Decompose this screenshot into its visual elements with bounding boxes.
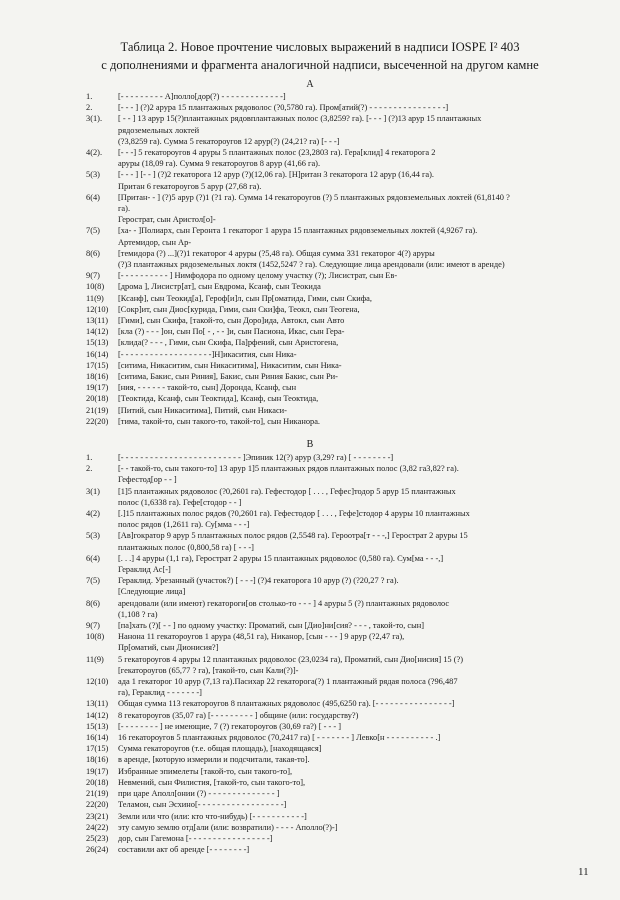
section-b-row <box>86 721 560 732</box>
text-line: га). <box>118 204 131 214</box>
section-a-row <box>86 136 560 147</box>
title-line-1: Таблица 2. Новое прочтение числовых выражений в надписи IOSPE I² 403 <box>120 40 520 54</box>
text-line: 16 гекатороугов 5 плантажных рядоволос (70,2417 га) [ - - - - - - - ] Левко[н - - - - - - - - - - .] <box>118 733 441 743</box>
line-number <box>86 214 118 225</box>
section-a-row <box>86 147 560 169</box>
line-number: 25(23) <box>86 833 109 843</box>
text-line: Нанона 11 гекатороугов 1 арура (48,51 га), Никанор, [сын - - - ] 9 арур (?2,47 га), <box>118 632 405 642</box>
text-line: (?)3 плантажных рядоземельных локтя (1452,5247 ? га). Следующие лица арендовали (или: имеют в аренде) <box>118 260 505 270</box>
title-line-2: с дополнениями и фрагмента аналогичной надписи, высеченной на другом камне <box>101 58 539 72</box>
line-number: 9(7) <box>86 271 100 281</box>
line-number: 11(9) <box>86 654 104 664</box>
line-text <box>118 463 560 485</box>
line-text <box>118 486 560 508</box>
section-a-row <box>86 225 560 247</box>
line-text <box>118 192 560 214</box>
line-number: 17(15) <box>86 360 109 370</box>
line-number: 19(17) <box>86 383 109 393</box>
line-text <box>118 136 560 147</box>
line-text <box>118 799 560 810</box>
line-text <box>118 371 560 382</box>
text-line: Гераклид. Урезанный (участок?) [ - - -] (?)4 гекаторога 10 арур (?) (?20,27 ? га). <box>118 576 399 586</box>
section-a-row <box>86 349 560 360</box>
line-number: 24(22) <box>86 822 109 832</box>
text-line: полос рядов (1,2611 га). Су[мма - - -] <box>118 520 250 530</box>
section-a-row <box>86 304 560 315</box>
text-line: [- - - ] (?)2 арура 15 плантажных рядоволос (?0,5780 га). Пром[атий(?) - - - - - - - - - - - - - - - -] <box>118 103 449 113</box>
text-line: (1,108 ? га) <box>118 609 158 619</box>
line-number <box>86 136 118 147</box>
text-line: [ния, - - - - - - такой-то, сын] Доронда, Ксанф, сын <box>118 383 297 393</box>
line-number: 7(5) <box>86 226 100 236</box>
line-number: 7(5) <box>86 576 100 586</box>
section-a-row <box>86 91 560 102</box>
text-line: [кла (?) - - - ]он, сын По[ - , - - ]и, сын Пасиона, Икас, сын Гера- <box>118 327 345 337</box>
line-text <box>118 393 560 404</box>
section-b-row <box>86 654 560 676</box>
text-line: при царе Аполл[онии (?) - - - - - - - - - - - - - - ] <box>118 789 280 799</box>
line-text <box>118 654 560 676</box>
text-line: [ - - ] 13 арур 15(?)плантажных рядовплантажных полос (3,8259? га). [- - - ] (?)13 арур 15 плантажных <box>118 114 482 124</box>
line-text <box>118 811 560 822</box>
line-number: 3(1) <box>86 486 100 496</box>
line-text <box>118 698 560 709</box>
section-a-label: A <box>306 79 314 90</box>
text-line: 8 гекатороугов (35,07 га) [- - - - - - - - - ] общине (или: государству?) <box>118 710 359 720</box>
line-text <box>118 844 560 855</box>
text-line: Земли или что (или: кто что-нибудь) [- - - - - - - - - - -] <box>118 811 307 821</box>
line-number: 11(9) <box>86 293 104 303</box>
section-a-row <box>86 270 560 281</box>
text-line: [ха- - ]Полиарх, сын Геронта 1 гекаторог 1 арура 15 плантажных рядовземельных локтей (4,9267 га). <box>118 226 478 236</box>
line-number: 1. <box>86 453 93 462</box>
text-line: арендовали (или имеют) гекатороги[ов столько-то - - - ] 4 аруры 5 (?) плантажных рядоволос <box>118 598 450 608</box>
section-a-row <box>86 382 560 393</box>
line-number: 8(6) <box>86 248 100 258</box>
section-b-row <box>86 844 560 855</box>
text-line: [ситима, Бакис, сын Риния], Бакис, сын Риния Бакис, сын Ри- <box>118 372 338 382</box>
text-line: [гекатороугов (65,77 ? га), [такой-то, сын Кали(?)]- <box>118 665 299 675</box>
line-text <box>118 91 560 102</box>
line-text <box>118 598 560 620</box>
line-number: 12(10) <box>86 304 109 314</box>
section-a-row <box>86 113 560 135</box>
text-line: [Ав]гократор 9 арур 5 плантажных полос рядов (2,5548 га). Героотра[т - - -,] Герострат 2 аруры 15 <box>118 531 468 541</box>
section-b-table <box>86 452 560 855</box>
section-b-row <box>86 710 560 721</box>
section-b-row <box>86 452 560 463</box>
section-a-row <box>86 326 560 337</box>
line-number: 20(18) <box>86 777 109 787</box>
text-line: в аренде, [которую измерили и подсчитали, такая-то]. <box>118 755 310 765</box>
section-a-row <box>86 371 560 382</box>
text-line: [Теоктида, Ксанф, сын Теоктида], Ксанф, сын Теоктида, <box>118 394 319 404</box>
line-number: 13(11) <box>86 316 109 326</box>
line-number: 3(1). <box>86 114 103 124</box>
line-text <box>118 766 560 777</box>
text-line: [- - - - - - - - - - - - - - - - - - - - - - - - - ]Эпиник 12(?) арур (3,29? га) [ - - - - - - - -] <box>118 453 394 462</box>
section-a-row <box>86 315 560 326</box>
line-text <box>118 631 560 653</box>
line-number: 17(15) <box>86 744 109 754</box>
page-number: 11 <box>578 866 589 878</box>
text-line: [.]15 плантажных полос рядов (?0,2601 га). Гефестодор [ . . . , Гефе]стодор 4 аруры 10 плантажных <box>118 509 470 519</box>
line-text <box>118 732 560 743</box>
line-text <box>118 575 560 597</box>
line-text <box>118 833 560 844</box>
text-line: [- - - ] [- - ] (?)2 гекаторога 12 арур (?)(12,06 га). [Н]ритан 3 гекаторога 12 арур (16,44 га). <box>118 170 435 180</box>
text-line: Гефестод[ор - - ] <box>118 475 177 485</box>
line-text <box>118 416 560 427</box>
section-a-row <box>86 281 560 292</box>
text-line: [дрома ], Лисистр[ат], сын Евдрома, Ксанф, сын Теокида <box>118 282 321 292</box>
line-text <box>118 777 560 788</box>
line-text <box>118 270 560 281</box>
section-b-row <box>86 777 560 788</box>
line-number: 16(14) <box>86 733 109 743</box>
line-number: 22(20) <box>86 416 109 426</box>
line-number: 18(16) <box>86 372 109 382</box>
section-b-row <box>86 631 560 653</box>
text-line: [Питий, сын Никаситима], Питий, сын Никаси- <box>118 405 287 415</box>
line-number: 2. <box>86 103 93 113</box>
text-line: [темидора (?) ...](?)1 гекаторог 4 аруры (?5,48 га). Общая сумма 331 гекаторог 4(?) аруры <box>118 248 435 258</box>
line-text <box>118 530 560 552</box>
line-number: 21(19) <box>86 405 109 415</box>
section-b-row <box>86 463 560 485</box>
line-text <box>118 248 560 270</box>
text-line: Общая сумма 113 гекатороугов 8 плантажных рядоволос (495,6250 га). [- - - - - - - - - - - - - - - -] <box>118 699 455 709</box>
line-number: 5(3) <box>86 170 100 180</box>
line-number: 1. <box>86 92 93 101</box>
line-text <box>118 382 560 393</box>
section-b-row <box>86 743 560 754</box>
text-line: [. . .] 4 аруры (1,1 га), Герострат 2 аруры 15 плантажных рядоволос (0,580 га). Сум[ма - - -,] <box>118 553 444 563</box>
line-text <box>118 214 560 225</box>
line-number: 23(21) <box>86 811 109 821</box>
text-line: (?3,8259 га). Сумма 5 гекатороугов 12 арур(?) (24,21? га) [- - -] <box>118 136 340 146</box>
line-text <box>118 405 560 416</box>
section-b-row <box>86 598 560 620</box>
text-line: эту самую землю отд[али (или: возвратили) - - - - Аполло(?)-] <box>118 822 338 832</box>
line-number: 21(19) <box>86 789 109 799</box>
line-number: 22(20) <box>86 800 109 810</box>
text-line: аруры (18,09 га). Сумма 9 гекатороугов 8 арур (41,66 га). <box>118 159 321 169</box>
line-number: 15(13) <box>86 338 109 348</box>
text-line: Теламон, сын Эсхино[- - - - - - - - - - - - - - - - - -] <box>118 800 287 810</box>
section-b-row <box>86 822 560 833</box>
text-line: [- - - - - - - - - А]полло[дор(?) - - - - - - - - - - - - -] <box>118 92 286 101</box>
line-text <box>118 553 560 575</box>
section-b-row <box>86 620 560 631</box>
line-number: 14(12) <box>86 710 109 720</box>
section-b-label: B <box>306 439 314 450</box>
text-line: [Сокр]ит, сын Диос[курида, Гими, сын Ски]фа, Теокл, сын Теогена, <box>118 304 360 314</box>
section-a-row <box>86 393 560 404</box>
line-text <box>118 169 560 191</box>
line-text <box>118 452 560 463</box>
section-b-row <box>86 732 560 743</box>
section-b-row <box>86 553 560 575</box>
text-line: Притан 6 гекатороугов 5 арур (27,68 га). <box>118 181 262 191</box>
line-text <box>118 349 560 360</box>
line-number: 6(4) <box>86 192 100 202</box>
line-number: 9(7) <box>86 621 100 631</box>
line-text <box>118 620 560 631</box>
text-line: [Гими], сын Скифа, [такой-то, сын Доро]ида, Автокл, сын Авто <box>118 316 345 326</box>
section-a-row <box>86 248 560 270</box>
line-number: 4(2). <box>86 148 103 158</box>
line-text <box>118 293 560 304</box>
text-line: [- - - - - - - - - - - - - - - - - - -]Н]икасития, сын Ника- <box>118 349 297 359</box>
line-text <box>118 508 560 530</box>
line-number: 4(2) <box>86 509 100 519</box>
line-text <box>118 326 560 337</box>
line-number: 2. <box>86 464 93 474</box>
text-line: составили акт об аренде [- - - - - - - -] <box>118 845 250 855</box>
line-text <box>118 721 560 732</box>
line-number: 18(16) <box>86 755 109 765</box>
section-a-row <box>86 102 560 113</box>
line-text <box>118 281 560 292</box>
line-number: 5(3) <box>86 531 100 541</box>
text-line: Пр[оматий, сын Дионисия?] <box>118 643 219 653</box>
table-title <box>70 38 570 74</box>
line-text <box>118 102 560 113</box>
section-a-row <box>86 293 560 304</box>
section-b-row <box>86 788 560 799</box>
line-number: 12(10) <box>86 677 109 687</box>
line-number: 8(6) <box>86 598 100 608</box>
line-number: 14(12) <box>86 327 109 337</box>
text-line: [Ксанф], сын Теокид[а], Героф[и]л, сын Пр[оматида, Гими, сын Скифа, <box>118 293 372 303</box>
line-text <box>118 754 560 765</box>
text-line: рядоземельных локтей <box>118 125 200 135</box>
line-text <box>118 315 560 326</box>
line-number: 16(14) <box>86 349 109 359</box>
section-b-row <box>86 508 560 530</box>
text-line: [- - такой-то, сын такого-то] 13 арур 1]5 плантажных рядов плантажных полос (3,82 га3,82? га). <box>118 464 459 474</box>
text-line: ада 1 гекаторог 10 арур (7,13 га).Пасихар 22 гекаторога(?) 1 плантажный рядая полоса (?96,487 <box>118 677 458 687</box>
line-text <box>118 337 560 348</box>
text-line: га), Гераклид - - - - - - -] <box>118 688 202 698</box>
section-b-row <box>86 833 560 844</box>
text-line: [па]хать (?)[ - - ] по одному участку: Проматий, сын [Дио]ни[сия? - - - , такой-то, сын] <box>118 621 425 631</box>
text-line: Сумма гекатороугов (т.е. общая площадь), [находящаяся] <box>118 744 322 754</box>
section-a-row <box>86 360 560 371</box>
line-number: 13(11) <box>86 699 109 709</box>
text-line: 5 гекатороугов 4 аруры 12 плантажных рядоволос (23,0234 га), Проматий, сын Дио[нисия] 15 (?) <box>118 654 464 664</box>
line-text <box>118 304 560 315</box>
line-text <box>118 147 560 169</box>
text-line: [1]5 плантажных рядоволос (?0,2601 га). Гефестодор [ . . . , Гефес]тодор 5 арур 15 плантажных <box>118 486 456 496</box>
text-line: [Притан- - ] (?)5 арур (?)1 (?1 га). Сумма 14 гекатороугов (?) 5 плантажных рядовземельных локтей (61,8140 ? <box>118 192 510 202</box>
line-text <box>118 822 560 833</box>
text-line: [тима, такой-то, сын такого-то, такой-то], сын Никанора. <box>118 416 321 426</box>
line-number: 6(4) <box>86 553 100 563</box>
text-line: дор, сын Гагемона [- - - - - - - - - - - - - - - - -] <box>118 833 273 843</box>
section-b-row <box>86 676 560 698</box>
text-line: полос (1,6338 га). Гефе[стодор - - ] <box>118 497 242 507</box>
line-number: 15(13) <box>86 721 109 731</box>
text-line: [- - - - - - - - - - ] Нимфодора по одному целому участку (?); Лисистрат, сын Ев- <box>118 271 398 281</box>
section-b-row <box>86 754 560 765</box>
line-text <box>118 710 560 721</box>
section-b-row <box>86 698 560 709</box>
section-b-row <box>86 811 560 822</box>
text-line: [- - - - - - - - ] не имеющие, 7 (?) гекатороугов (30,69 га?) [ - - - ] <box>118 721 342 731</box>
text-line: Гераклид Ас[-] <box>118 565 171 575</box>
section-b-row <box>86 530 560 552</box>
text-line: [клида(? - - - , Гими, сын Скифа, Па]рфений, сын Аристогена, <box>118 338 339 348</box>
section-a-row <box>86 169 560 191</box>
section-a-row <box>86 405 560 416</box>
line-text <box>118 788 560 799</box>
text-line: Невмений, сын Филистия, [такой-то, сын такого-то], <box>118 777 306 787</box>
text-line: Герострат, сын Аристол[о]- <box>118 215 216 225</box>
section-a-row <box>86 192 560 214</box>
section-b-row <box>86 486 560 508</box>
section-b-row <box>86 575 560 597</box>
line-text <box>118 743 560 754</box>
section-a-row <box>86 337 560 348</box>
text-line: Избранные эпимелеты [такой-то, сын такого-то], <box>118 766 293 776</box>
section-b-row <box>86 766 560 777</box>
section-b-row <box>86 799 560 810</box>
text-line: [Следующие лица] <box>118 587 186 597</box>
section-a-row <box>86 214 560 225</box>
section-a-table <box>86 91 560 427</box>
text-line: Артемидор, сын Ар- <box>118 237 192 247</box>
line-text <box>118 676 560 698</box>
line-text <box>118 113 560 135</box>
text-line: [- - -] 5 гекатороугов 4 аруры 5 плантажных полос (23,2803 га). Гера[клид] 4 гекаторога 2 <box>118 148 436 158</box>
line-number: 26(24) <box>86 845 109 855</box>
line-number: 20(18) <box>86 394 109 404</box>
line-text <box>118 360 560 371</box>
line-number: 19(17) <box>86 766 109 776</box>
line-number: 10(8) <box>86 632 105 642</box>
text-line: [ситима, Никаситим, сын Никаситима], Никаситим, сын Ника- <box>118 360 342 370</box>
line-number: 10(8) <box>86 282 105 292</box>
line-text <box>118 225 560 247</box>
text-line: плантажных полос (0,800,58 га) [ - - -] <box>118 542 254 552</box>
section-a-row <box>86 416 560 427</box>
